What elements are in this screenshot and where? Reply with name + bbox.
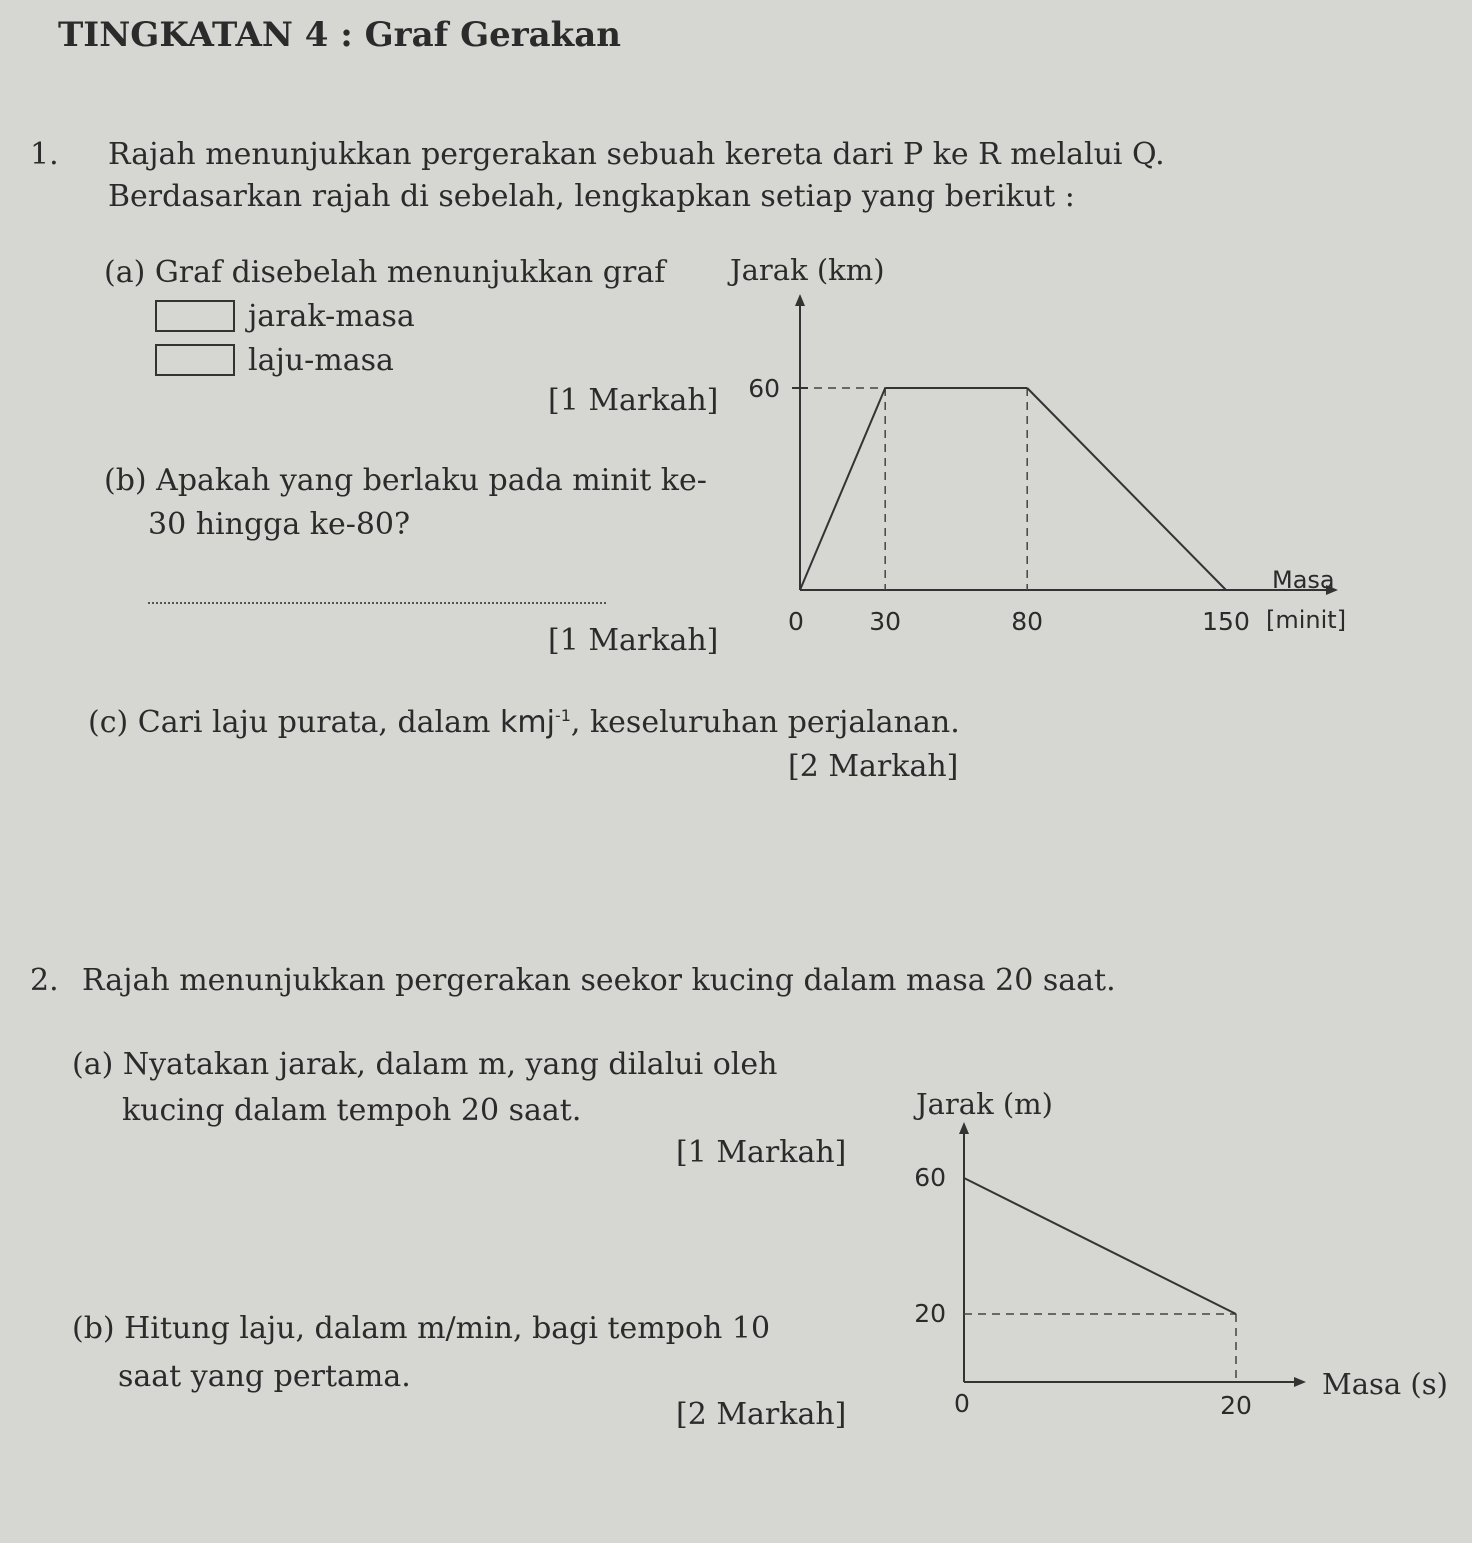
chart2-xlabel: Masa (s) <box>1322 1367 1448 1401</box>
q1a-marks: [1 Markah] <box>548 383 719 418</box>
chart2-xtick-20: 20 <box>1220 1391 1252 1420</box>
q1b-line2: 30 hingga ke-80? <box>148 507 411 542</box>
q2b-line2: saat yang pertama. <box>118 1359 411 1394</box>
chart2-segment-1 <box>964 1178 1236 1314</box>
q1b-marks: [1 Markah] <box>548 623 719 658</box>
q1-number: 1. <box>30 137 59 172</box>
q1c-unit-exponent: -1 <box>554 706 571 725</box>
chart2-origin: 0 <box>954 1389 970 1418</box>
q2b-line1: (b) Hitung laju, dalam m/min, bagi tempoh 10 <box>72 1311 771 1346</box>
chart1-xtick-80: 80 <box>1011 607 1044 636</box>
chart1-ytick-60: 60 <box>748 374 780 403</box>
chart1-ylabel: Jarak (km) <box>730 253 885 287</box>
q2b-marks: [2 Markah] <box>676 1397 847 1432</box>
q2a-line1: (a) Nyatakan jarak, dalam m, yang dilalui oleh <box>72 1047 778 1082</box>
q1c-suffix: , keseluruhan perjalanan. <box>570 705 960 740</box>
q1b-line1: (b) Apakah yang berlaku pada minit ke- <box>104 463 707 498</box>
q1a-option-laju-masa: laju-masa <box>248 343 394 378</box>
chart2-ytick-20: 20 <box>914 1299 946 1328</box>
chart1-xunit: [minit] <box>1266 606 1347 634</box>
chart2-y-arrowhead <box>959 1122 969 1134</box>
chart1-origin: 0 <box>788 607 804 636</box>
chart2-ylabel: Jarak (m) <box>916 1087 1053 1121</box>
q1a-option-jarak-masa: jarak-masa <box>248 299 415 334</box>
page-title: TINGKATAN 4 : Graf Gerakan <box>58 15 621 55</box>
q2-number: 2. <box>30 963 59 998</box>
chart1-xtick-30: 30 <box>869 607 902 636</box>
q2-line1: Rajah menunjukkan pergerakan seekor kucing dalam masa 20 saat. <box>82 963 1116 998</box>
q1c-prefix: (c) Cari laju purata, dalam <box>88 705 501 740</box>
q2a-line2: kucing dalam tempoh 20 saat. <box>122 1093 582 1128</box>
q1a-text: (a) Graf disebelah menunjukkan graf <box>104 255 666 290</box>
chart2-x-arrowhead <box>1294 1377 1306 1387</box>
q2a-marks: [1 Markah] <box>676 1135 847 1170</box>
q1c-marks: [2 Markah] <box>788 749 959 784</box>
chart1-xlabel: Masa <box>1272 566 1335 594</box>
q1-line2: Berdasarkan rajah di sebelah, lengkapkan setiap yang berikut : <box>108 179 1075 214</box>
chart2-ytick-60: 60 <box>914 1163 946 1192</box>
q1c-unit: kmj <box>500 705 555 740</box>
chart1-xtick-150: 150 <box>1202 607 1250 636</box>
q1-line1: Rajah menunjukkan pergerakan sebuah kereta dari P ke R melalui Q. <box>108 137 1165 172</box>
